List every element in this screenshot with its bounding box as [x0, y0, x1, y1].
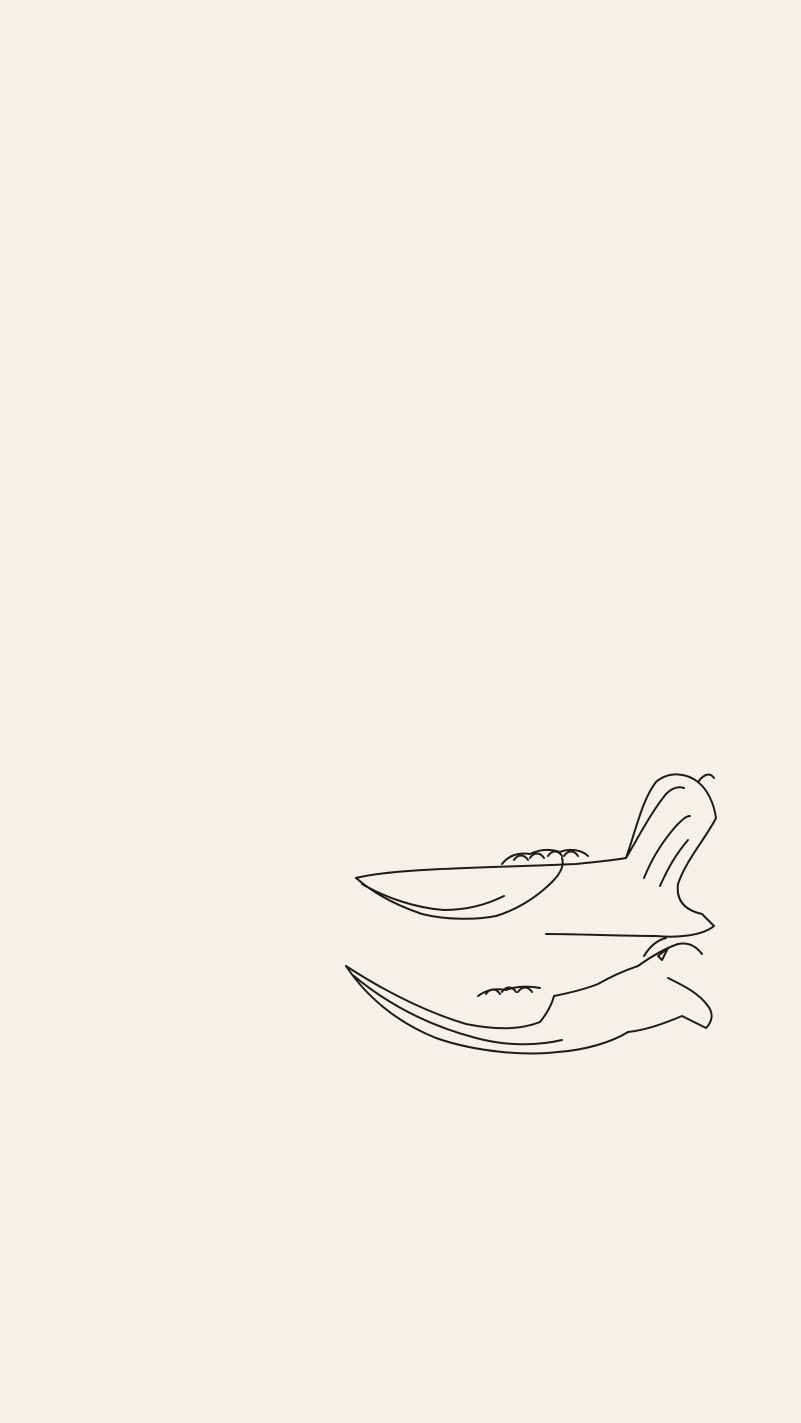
mandible-figure — [326, 760, 726, 1100]
rabbit-mandible-drawing — [356, 774, 716, 936]
agouti-mandible-drawing — [346, 938, 712, 1053]
running-head — [0, 112, 801, 142]
